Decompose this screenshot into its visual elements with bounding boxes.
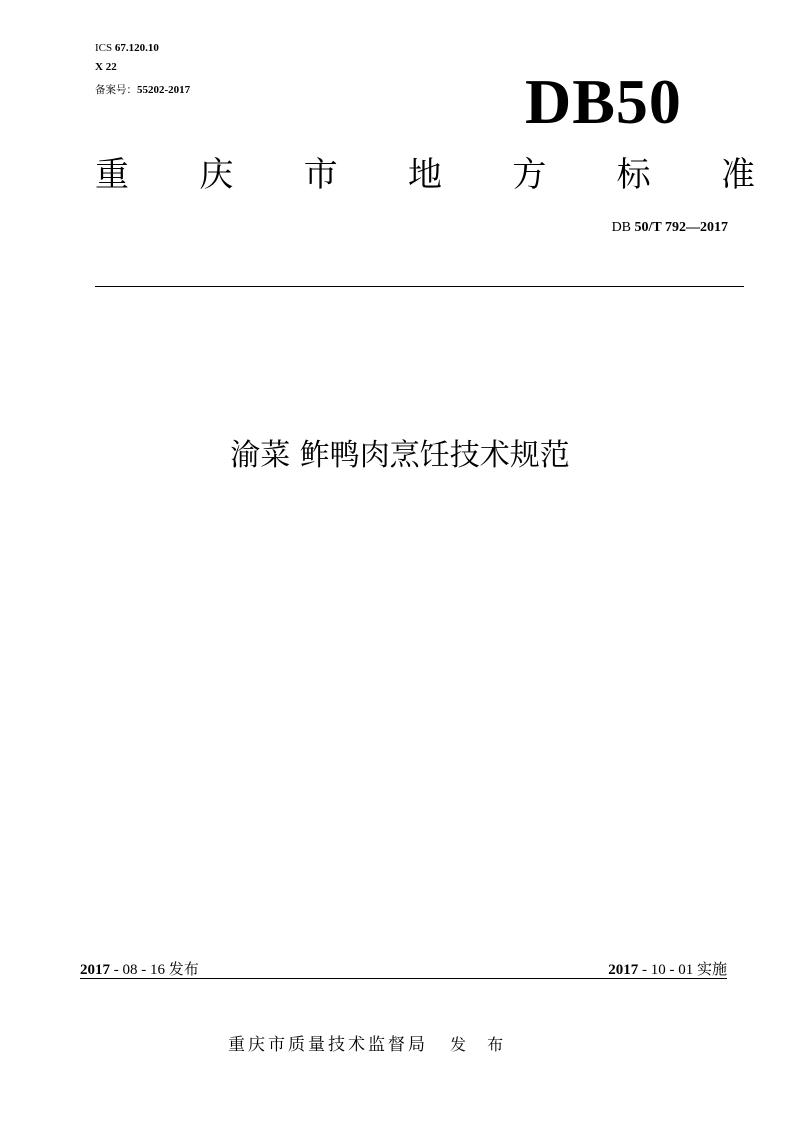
- standard-number-code: 50/T 792—2017: [634, 220, 728, 235]
- standard-type-heading: [95, 153, 755, 197]
- publish-label: 发布: [168, 960, 199, 978]
- classification-code: X 22: [95, 61, 117, 73]
- implement-label: 实施: [696, 960, 727, 978]
- standard-type-char: 重: [95, 155, 129, 195]
- db50-logo: DB50: [525, 66, 682, 137]
- standard-number-prefix: DB: [611, 220, 632, 235]
- record-label: 备案号：: [95, 84, 137, 96]
- issuer-action: 发 布: [450, 1035, 512, 1054]
- issuer-line: [228, 1030, 511, 1055]
- ics-line: [95, 42, 159, 55]
- date-row: [80, 958, 727, 978]
- implement-date: [608, 958, 727, 979]
- implement-year: 2017: [608, 962, 639, 978]
- header-divider: [95, 286, 744, 287]
- standard-type-char: 标: [616, 155, 651, 195]
- record-number-line: [95, 84, 190, 97]
- standard-type-char: 准: [720, 155, 755, 195]
- implement-month-day: - 10 - 01: [641, 962, 694, 978]
- publish-year: 2017: [80, 962, 110, 978]
- date-divider: [80, 978, 727, 979]
- standard-number: [612, 220, 728, 236]
- standard-type-char: 地: [407, 155, 442, 195]
- ics-code: 67.120.10: [114, 42, 159, 54]
- standard-type-char: 方: [512, 155, 547, 195]
- publish-month-day: - 08 - 16: [113, 962, 165, 978]
- standard-type-char: 庆: [199, 155, 234, 195]
- standard-type-char: 市: [303, 155, 338, 195]
- document-title: 渝菜 鲊鸭肉烹饪技术规范: [230, 438, 570, 473]
- record-number: 55202-2017: [137, 84, 191, 96]
- publish-date: [80, 958, 199, 979]
- ics-label: ICS: [95, 42, 113, 54]
- issuer-name: 重庆市质量技术监督局: [228, 1035, 428, 1055]
